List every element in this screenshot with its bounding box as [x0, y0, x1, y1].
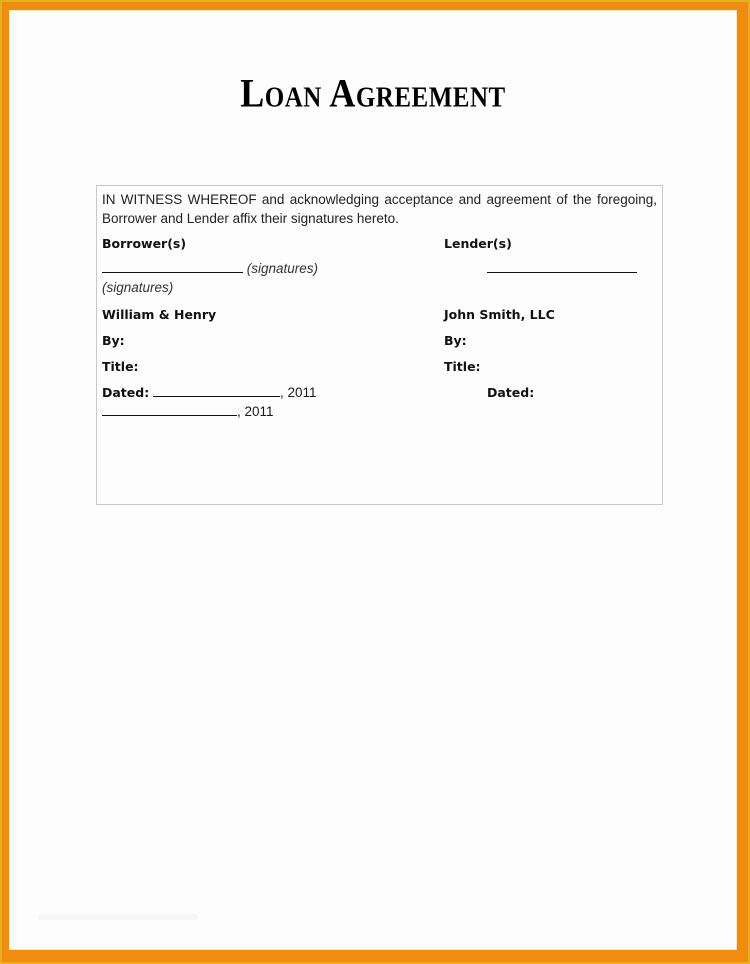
borrower-by-label: By: [102, 333, 125, 348]
borrower-signature-line[interactable] [102, 271, 243, 273]
second-dated-row [102, 404, 274, 419]
lender-signature-line[interactable] [487, 271, 637, 273]
lender-signature-row [487, 261, 637, 276]
lender-by-label: By: [444, 333, 467, 348]
document-page [9, 10, 737, 950]
lender-name: John Smith, LLC [444, 307, 555, 322]
lender-dated-label: Dated: [487, 385, 535, 400]
witness-paragraph: IN WITNESS WHEREOF and acknowledging acceptance and agreement of the foregoing, Borrower and Lender affix their signatures hereto. [102, 192, 657, 226]
borrower-dated-year: , 2011 [279, 385, 317, 400]
borrower-dated-row [102, 385, 317, 400]
document-title: Loan Agreement [240, 70, 506, 116]
borrower-dated-label: Dated: [102, 385, 150, 400]
second-dated-year: , 2011 [237, 404, 274, 419]
borrower-heading: Borrower(s) [102, 236, 187, 251]
borrower-signature-note-2: (signatures) [102, 280, 174, 295]
lender-title-label: Title: [444, 359, 481, 374]
lender-heading: Lender(s) [444, 236, 512, 251]
borrower-signature-row [102, 261, 318, 276]
borrower-title-label: Title: [102, 359, 139, 374]
borrower-date-line[interactable] [153, 395, 280, 397]
signature-block [96, 185, 663, 505]
borrower-signature-note: (signatures) [246, 261, 319, 276]
second-date-line[interactable] [102, 414, 237, 416]
watermark [38, 914, 198, 920]
borrower-name: William & Henry [102, 307, 217, 322]
